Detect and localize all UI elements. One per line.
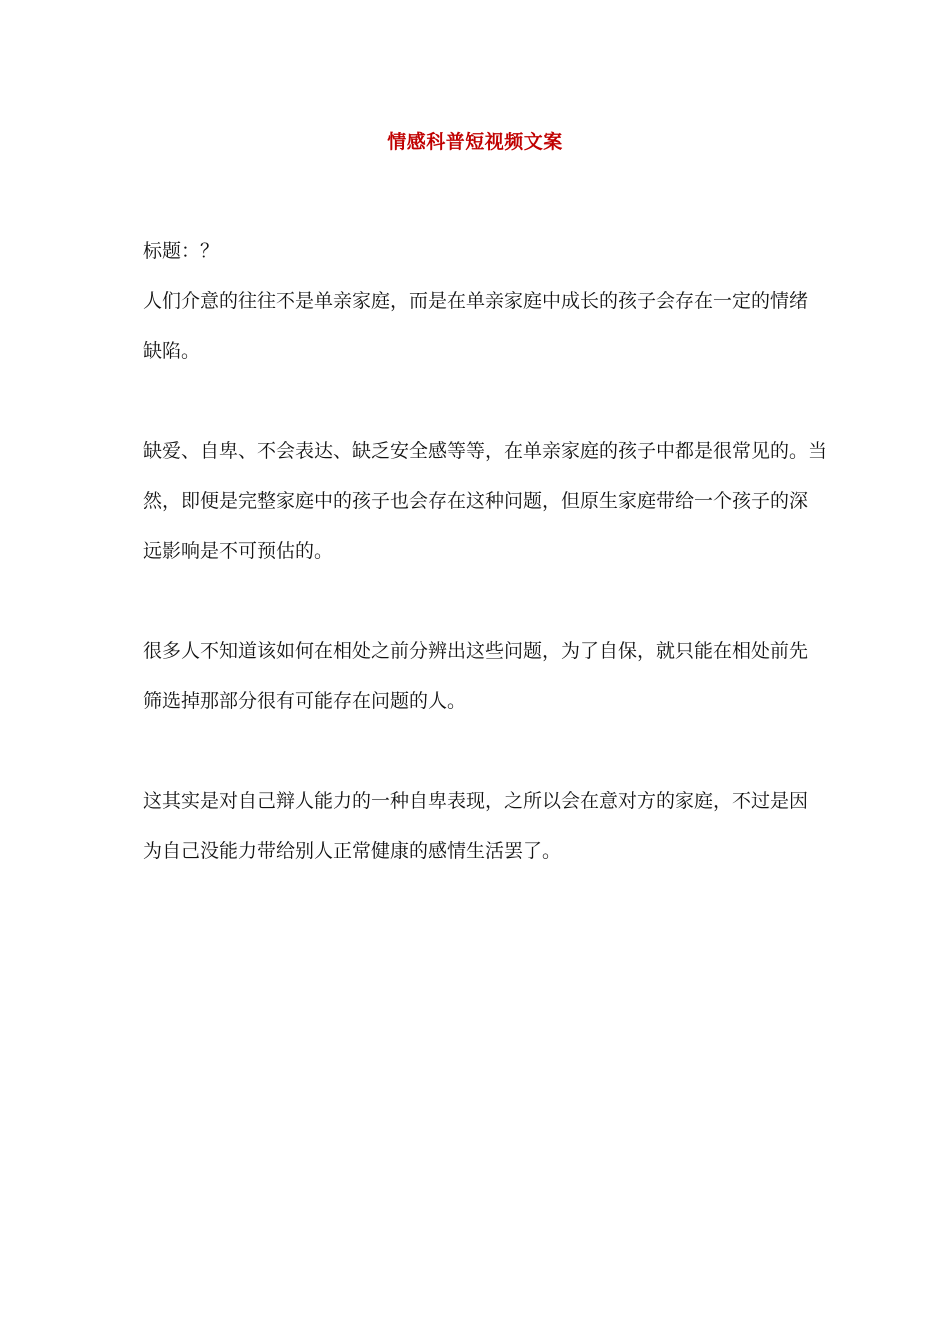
paragraph-spacer: [143, 576, 815, 626]
paragraph-2: [143, 426, 828, 576]
paragraph-spacer: [143, 726, 815, 776]
document-body: [143, 226, 828, 876]
paragraph-4: [143, 776, 815, 876]
paragraph-line: 为自己没能力带给别人正常健康的感情生活罢了。: [143, 840, 562, 862]
paragraph-line: 然，即便是完整家庭中的孩子也会存在这种问题，但原生家庭带给一个孩子的深: [143, 490, 809, 512]
paragraph-1: [143, 276, 815, 376]
paragraph-line: 人们介意的往往不是单亲家庭，而是在单亲家庭中成长的孩子会存在一定的情绪: [143, 290, 809, 312]
paragraph-line: 这其实是对自己辩人能力的一种自卑表现，之所以会在意对方的家庭，不过是因: [143, 790, 809, 812]
paragraph-line: 缺爱、自卑、不会表达、缺乏安全感等等，在单亲家庭的孩子中都是很常见的。当: [143, 440, 828, 462]
paragraph-line: 缺陷。: [143, 340, 201, 362]
paragraph-line: 远影响是不可预估的。: [143, 540, 334, 562]
paragraph-3: [143, 626, 815, 726]
document-title: 情感科普短视频文案: [387, 131, 563, 153]
headline-line: 标题：？: [143, 240, 220, 262]
paragraph-line: 筛选掉那部分很有可能存在问题的人。: [143, 690, 467, 712]
paragraph-line: 很多人不知道该如何在相处之前分辨出这些问题，为了自保，就只能在相处前先: [143, 640, 809, 662]
paragraph-spacer: [143, 376, 815, 426]
